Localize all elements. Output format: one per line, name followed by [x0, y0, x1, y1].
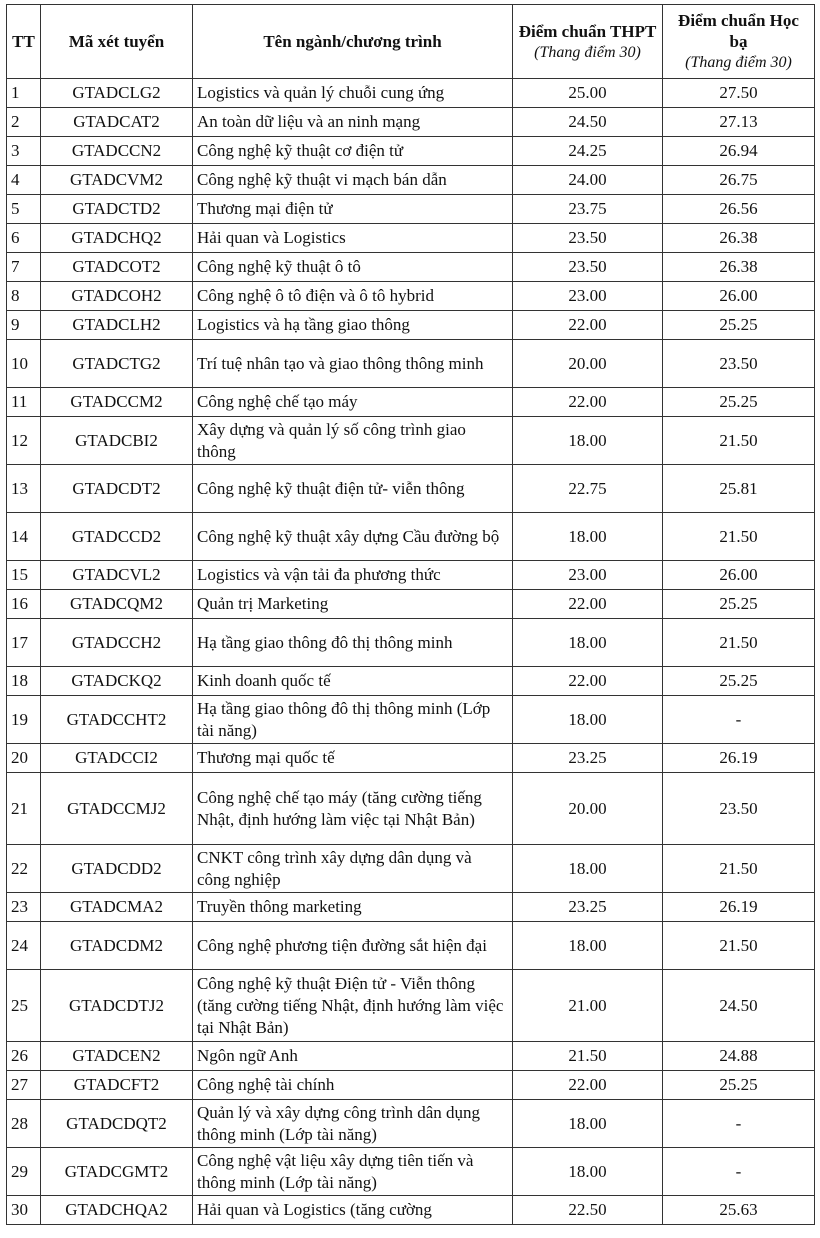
table-row [7, 1148, 815, 1196]
hocba-score: 23.50 [663, 773, 815, 845]
header-hocba-scale: (Thang điểm 30) [685, 54, 792, 71]
table-row [7, 108, 815, 137]
admission-code: GTADCLH2 [41, 311, 193, 340]
admission-code: GTADCDTJ2 [41, 970, 193, 1042]
table-row [7, 224, 815, 253]
row-number: 14 [7, 513, 41, 561]
table-row [7, 1042, 815, 1071]
table-row [7, 1071, 815, 1100]
thpt-score: 18.00 [513, 845, 663, 893]
admission-code: GTADCCN2 [41, 137, 193, 166]
row-number: 21 [7, 773, 41, 845]
admission-code: GTADCCD2 [41, 513, 193, 561]
row-number: 7 [7, 253, 41, 282]
header-thpt [513, 5, 663, 79]
thpt-score: 20.00 [513, 340, 663, 388]
thpt-score: 25.00 [513, 79, 663, 108]
thpt-score: 22.00 [513, 667, 663, 696]
table-row [7, 311, 815, 340]
hocba-score: 25.25 [663, 667, 815, 696]
program-name: Kinh doanh quốc tế [193, 667, 513, 696]
row-number: 28 [7, 1100, 41, 1148]
row-number: 11 [7, 388, 41, 417]
row-number: 24 [7, 922, 41, 970]
table-row [7, 744, 815, 773]
hocba-score: 26.56 [663, 195, 815, 224]
table-row [7, 696, 815, 744]
table-row [7, 79, 815, 108]
program-name: Trí tuệ nhân tạo và giao thông thông minh [193, 340, 513, 388]
hocba-score: 26.38 [663, 224, 815, 253]
hocba-score: 26.19 [663, 893, 815, 922]
program-name: Logistics và hạ tầng giao thông [193, 311, 513, 340]
admission-code: GTADCTG2 [41, 340, 193, 388]
row-number: 30 [7, 1196, 41, 1225]
row-number: 2 [7, 108, 41, 137]
thpt-score: 22.00 [513, 311, 663, 340]
thpt-score: 18.00 [513, 1148, 663, 1196]
table-row [7, 166, 815, 195]
hocba-score: - [663, 1100, 815, 1148]
hocba-score: 21.50 [663, 845, 815, 893]
admission-code: GTADCDM2 [41, 922, 193, 970]
thpt-score: 22.00 [513, 590, 663, 619]
program-name: Quản lý và xây dựng công trình dân dụng thông minh (Lớp tài năng) [193, 1100, 513, 1148]
row-number: 10 [7, 340, 41, 388]
program-name: Công nghệ vật liệu xây dựng tiên tiến và thông minh (Lớp tài năng) [193, 1148, 513, 1196]
hocba-score: - [663, 1148, 815, 1196]
hocba-score: 26.38 [663, 253, 815, 282]
row-number: 20 [7, 744, 41, 773]
admission-code: GTADCKQ2 [41, 667, 193, 696]
table-row [7, 619, 815, 667]
table-row [7, 773, 815, 845]
admission-code: GTADCOH2 [41, 282, 193, 311]
admission-code: GTADCOT2 [41, 253, 193, 282]
thpt-score: 22.75 [513, 465, 663, 513]
admission-code: GTADCDD2 [41, 845, 193, 893]
table-row [7, 1100, 815, 1148]
header-tt: TT [7, 5, 41, 79]
hocba-score: 21.50 [663, 619, 815, 667]
admission-code: GTADCQM2 [41, 590, 193, 619]
row-number: 26 [7, 1042, 41, 1071]
program-name: Công nghệ kỹ thuật vi mạch bán dẫn [193, 166, 513, 195]
table-row [7, 388, 815, 417]
table-row [7, 845, 815, 893]
row-number: 25 [7, 970, 41, 1042]
thpt-score: 23.25 [513, 893, 663, 922]
hocba-score: 26.19 [663, 744, 815, 773]
admission-code: GTADCVM2 [41, 166, 193, 195]
thpt-score: 23.25 [513, 744, 663, 773]
admission-code: GTADCCM2 [41, 388, 193, 417]
row-number: 23 [7, 893, 41, 922]
table-row [7, 667, 815, 696]
table-row [7, 922, 815, 970]
thpt-score: 21.50 [513, 1042, 663, 1071]
table-row [7, 195, 815, 224]
hocba-score: - [663, 696, 815, 744]
thpt-score: 24.25 [513, 137, 663, 166]
program-name: Thương mại điện tử [193, 195, 513, 224]
thpt-score: 18.00 [513, 513, 663, 561]
admission-code: GTADCLG2 [41, 79, 193, 108]
hocba-score: 26.00 [663, 282, 815, 311]
row-number: 17 [7, 619, 41, 667]
header-hocba-title: Điểm chuẩn Học bạ [678, 11, 799, 51]
table-row [7, 513, 815, 561]
hocba-score: 23.50 [663, 340, 815, 388]
program-name: An toàn dữ liệu và an ninh mạng [193, 108, 513, 137]
thpt-score: 23.00 [513, 561, 663, 590]
admission-score-table [6, 4, 815, 1225]
program-name: Công nghệ kỹ thuật điện tử- viễn thông [193, 465, 513, 513]
header-row [7, 5, 815, 79]
row-number: 16 [7, 590, 41, 619]
program-name: Hải quan và Logistics [193, 224, 513, 253]
program-name: Xây dựng và quản lý số công trình giao thông [193, 417, 513, 465]
program-name: Thương mại quốc tế [193, 744, 513, 773]
hocba-score: 27.50 [663, 79, 815, 108]
admission-code: GTADCVL2 [41, 561, 193, 590]
row-number: 19 [7, 696, 41, 744]
thpt-score: 23.50 [513, 224, 663, 253]
row-number: 27 [7, 1071, 41, 1100]
program-name: Công nghệ chế tạo máy (tăng cường tiếng Nhật, định hướng làm việc tại Nhật Bản) [193, 773, 513, 845]
program-name: Hạ tầng giao thông đô thị thông minh [193, 619, 513, 667]
thpt-score: 20.00 [513, 773, 663, 845]
admission-code: GTADCEN2 [41, 1042, 193, 1071]
thpt-score: 22.00 [513, 1071, 663, 1100]
admission-code: GTADCCI2 [41, 744, 193, 773]
row-number: 18 [7, 667, 41, 696]
header-hocba [663, 5, 815, 79]
hocba-score: 25.25 [663, 590, 815, 619]
hocba-score: 21.50 [663, 922, 815, 970]
program-name: Công nghệ kỹ thuật cơ điện tử [193, 137, 513, 166]
admission-code: GTADCMA2 [41, 893, 193, 922]
thpt-score: 24.00 [513, 166, 663, 195]
program-name: Truyền thông marketing [193, 893, 513, 922]
row-number: 13 [7, 465, 41, 513]
thpt-score: 21.00 [513, 970, 663, 1042]
admission-code: GTADCAT2 [41, 108, 193, 137]
table-row [7, 970, 815, 1042]
program-name: CNKT công trình xây dựng dân dụng và công nghiệp [193, 845, 513, 893]
thpt-score: 23.00 [513, 282, 663, 311]
row-number: 3 [7, 137, 41, 166]
row-number: 8 [7, 282, 41, 311]
program-name: Logistics và vận tải đa phương thức [193, 561, 513, 590]
row-number: 6 [7, 224, 41, 253]
table-row [7, 137, 815, 166]
program-name: Ngôn ngữ Anh [193, 1042, 513, 1071]
admission-code: GTADCHQA2 [41, 1196, 193, 1225]
table-row [7, 340, 815, 388]
program-name: Công nghệ chế tạo máy [193, 388, 513, 417]
table-row [7, 253, 815, 282]
thpt-score: 24.50 [513, 108, 663, 137]
row-number: 1 [7, 79, 41, 108]
table-row [7, 590, 815, 619]
program-name: Quản trị Marketing [193, 590, 513, 619]
program-name: Công nghệ kỹ thuật ô tô [193, 253, 513, 282]
program-name: Hải quan và Logistics (tăng cường [193, 1196, 513, 1225]
program-name: Công nghệ kỹ thuật xây dựng Cầu đường bộ [193, 513, 513, 561]
admission-code: GTADCDQT2 [41, 1100, 193, 1148]
header-code: Mã xét tuyển [41, 5, 193, 79]
program-name: Hạ tầng giao thông đô thị thông minh (Lớp tài năng) [193, 696, 513, 744]
table-row [7, 465, 815, 513]
row-number: 5 [7, 195, 41, 224]
row-number: 22 [7, 845, 41, 893]
hocba-score: 24.88 [663, 1042, 815, 1071]
table-row [7, 282, 815, 311]
header-thpt-scale: (Thang điểm 30) [534, 43, 641, 61]
hocba-score: 25.63 [663, 1196, 815, 1225]
thpt-score: 18.00 [513, 1100, 663, 1148]
admission-code: GTADCCMJ2 [41, 773, 193, 845]
hocba-score: 25.25 [663, 311, 815, 340]
hocba-score: 25.25 [663, 1071, 815, 1100]
program-name: Công nghệ kỹ thuật Điện tử - Viễn thông (tăng cường tiếng Nhật, định hướng làm việc tại Nhật Bản) [193, 970, 513, 1042]
hocba-score: 26.94 [663, 137, 815, 166]
thpt-score: 18.00 [513, 417, 663, 465]
header-name: Tên ngành/chương trình [193, 5, 513, 79]
thpt-score: 22.00 [513, 388, 663, 417]
admission-code: GTADCFT2 [41, 1071, 193, 1100]
row-number: 29 [7, 1148, 41, 1196]
row-number: 4 [7, 166, 41, 195]
hocba-score: 26.00 [663, 561, 815, 590]
hocba-score: 21.50 [663, 513, 815, 561]
admission-code: GTADCGMT2 [41, 1148, 193, 1196]
program-name: Logistics và quản lý chuỗi cung ứng [193, 79, 513, 108]
row-number: 15 [7, 561, 41, 590]
admission-code: GTADCTD2 [41, 195, 193, 224]
thpt-score: 22.50 [513, 1196, 663, 1225]
admission-code: GTADCCH2 [41, 619, 193, 667]
hocba-score: 24.50 [663, 970, 815, 1042]
row-number: 12 [7, 417, 41, 465]
admission-code: GTADCDT2 [41, 465, 193, 513]
thpt-score: 18.00 [513, 619, 663, 667]
table-row [7, 1196, 815, 1225]
program-name: Công nghệ ô tô điện và ô tô hybrid [193, 282, 513, 311]
thpt-score: 23.50 [513, 253, 663, 282]
hocba-score: 21.50 [663, 417, 815, 465]
hocba-score: 25.25 [663, 388, 815, 417]
header-thpt-title: Điểm chuẩn THPT [518, 21, 657, 41]
thpt-score: 18.00 [513, 922, 663, 970]
program-name: Công nghệ phương tiện đường sắt hiện đại [193, 922, 513, 970]
admission-code: GTADCBI2 [41, 417, 193, 465]
admission-code: GTADCCHT2 [41, 696, 193, 744]
row-number: 9 [7, 311, 41, 340]
hocba-score: 25.81 [663, 465, 815, 513]
table-row [7, 561, 815, 590]
admission-code: GTADCHQ2 [41, 224, 193, 253]
hocba-score: 27.13 [663, 108, 815, 137]
thpt-score: 18.00 [513, 696, 663, 744]
table-row [7, 417, 815, 465]
thpt-score: 23.75 [513, 195, 663, 224]
program-name: Công nghệ tài chính [193, 1071, 513, 1100]
table-row [7, 893, 815, 922]
table-body [7, 79, 815, 1225]
hocba-score: 26.75 [663, 166, 815, 195]
